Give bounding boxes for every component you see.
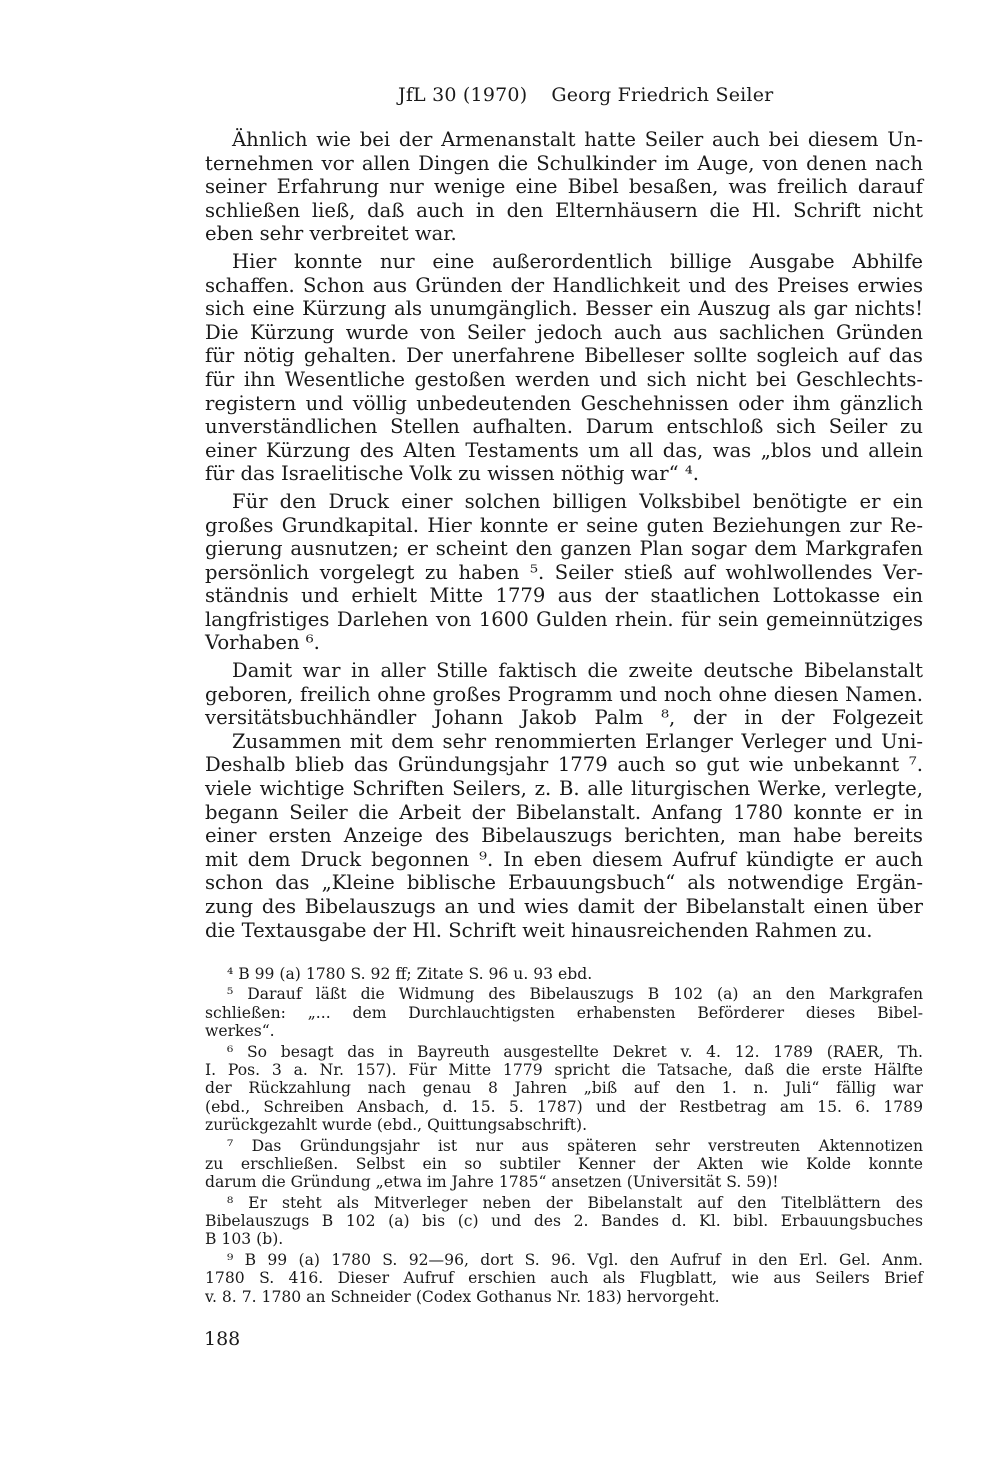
main-text (205, 128, 923, 942)
footnote-line: ⁴ B 99 (a) 1780 S. 92 ff; Zitate S. 96 u. 93 ebd. (227, 965, 593, 983)
body-text-line: schaffen. Schon aus Gründen der Handlichkeit und des Preises erwies (205, 273, 923, 297)
footnote-line: ⁶ So besagt das in Bayreuth ausgestellte Dekret v. 4. 12. 1789 (RAER, Th. (227, 1042, 923, 1061)
body-text-line: versitätsbuchhändler Johann Jakob Palm ⁸, der in der Folgezeit (205, 706, 923, 730)
body-text-line: zung des Bibelauszugs an und wies damit der Bibelanstalt einen über (205, 895, 923, 918)
footnote-line: ⁹ B 99 (a) 1780 S. 92—96, dort S. 96. Vgl. den Aufruf in den Erl. Gel. Anm. (227, 1250, 923, 1269)
body-text-line: Deshalb blieb das Gründungsjahr 1779 auch so gut wie unbekannt ⁷. (205, 753, 923, 777)
body-text-line: langfristiges Darlehen von 1600 Gulden rhein. für sein gemeinnütziges (205, 607, 923, 631)
body-text-line: einer ersten Anzeige des Bibelauszugs berichten, man habe bereits (205, 824, 923, 848)
body-text-line: registern und völlig unbedeutenden Geschehnissen oder ihm gänzlich (205, 391, 923, 415)
body-text-line: Die Kürzung wurde von Seiler jedoch auch aus sachlichen Gründen (205, 320, 923, 344)
body-text-line: eben sehr verbreitet war. (205, 222, 457, 246)
footnote-line: v. 8. 7. 1780 an Schneider (Codex Gothanus Nr. 183) hervorgeht. (205, 1287, 720, 1306)
body-text-line: seiner Erfahrung nur wenige eine Bibel besaßen, was freilich darauf (205, 175, 923, 199)
body-text-line: Ähnlich wie bei der Armenanstalt hatte Seiler auch bei diesem Un- (232, 128, 923, 151)
body-text-line: Für den Druck einer solchen billigen Volksbibel benötigte er ein (232, 489, 923, 513)
body-text-line: Vorhaben ⁶. (205, 631, 320, 655)
footnote-line: ⁵ Darauf läßt die Widmung des Bibelauszugs B 102 (a) an den Markgrafen (227, 985, 923, 1004)
body-text-line: die Textausgabe der Hl. Schrift weit hinausreichenden Rahmen zu. (205, 918, 873, 942)
footnote-line: zu erschließen. Selbst ein so subtiler Kenner der Akten wie Kolde konnte (205, 1154, 923, 1173)
footnote-line: (ebd., Schreiben Ansbach, d. 15. 5. 1787) und der Restbetrag am 15. 6. 1789 (205, 1097, 923, 1116)
footnote-line: ⁷ Das Gründungsjahr ist nur aus späteren sehr verstreuten Aktennotizen (227, 1136, 923, 1155)
body-text-line: mit dem Druck begonnen ⁹. In eben diesem Aufruf kündigte er auch (205, 847, 923, 871)
footnotes (205, 965, 923, 1306)
body-text-line: persönlich vorgelegt zu haben ⁵. Seiler stieß auf wohlwollendes Ver- (205, 560, 923, 584)
footnote-line: schließen: „... dem Durchlauchtigsten erhabensten Beförderer dieses Bibel- (205, 1003, 923, 1022)
footnote-line: der Rückzahlung nach genau 8 Jahren „biß auf den 1. n. Juli“ fällig war (205, 1079, 923, 1098)
body-text-line: ständnis und erhielt Mitte 1779 aus der staatlichen Lottokasse ein (205, 584, 923, 608)
body-text-line: unverständlichen Stellen aufhalten. Darum entschloß sich Seiler zu (205, 415, 923, 439)
footnote-line: darum die Gründung „etwa im Jahre 1785“ ansetzen (Universität S. 59)! (205, 1173, 779, 1192)
body-text-line: großes Grundkapital. Hier konnte er seine guten Beziehungen zur Re- (205, 513, 923, 537)
journal-reference: JfL 30 (1970) (398, 84, 528, 106)
body-text-line: für das Israelitische Volk zu wissen nöthig war“ ⁴. (205, 462, 699, 486)
footnote-line: I. Pos. 3 a. Nr. 157). Für Mitte 1779 spricht die Tatsache, daß die erste Hälfte (205, 1060, 923, 1079)
body-text-line: gierung ausnutzen; er scheint den ganzen Plan sogar dem Markgrafen (205, 537, 923, 561)
body-text-line: Damit war in aller Stille faktisch die zweite deutsche Bibelanstalt (232, 659, 923, 683)
footnote-line: werkes“. (205, 1022, 275, 1041)
body-text-line: ternehmen vor allen Dingen die Schulkinder im Auge, von denen nach (205, 151, 923, 175)
footnote-line: ⁸ Er steht als Mitverleger neben der Bibelanstalt auf den Titelblättern des (227, 1193, 923, 1212)
footnote-line: zurückgezahlt wurde (ebd., Quittungsabschrift). (205, 1116, 588, 1135)
body-text-line: einer Kürzung des Alten Testaments um all das, was „blos und allein (205, 438, 923, 462)
body-text-line: begann Seiler die Arbeit der Bibelanstalt. Anfang 1780 konnte er in (205, 800, 923, 824)
body-text-line: schließen ließ, daß auch in den Elternhäusern die Hl. Schrift nicht (205, 198, 923, 222)
page-number: 188 (204, 1328, 241, 1350)
header-author: Georg Friedrich Seiler (551, 84, 774, 106)
running-header (398, 84, 773, 106)
body-text-line: geboren, freilich ohne großes Programm und noch ohne diesen Namen. (205, 682, 923, 706)
body-text-line: für ihn Wesentliche gestoßen werden und sich nicht bei Geschlechts- (205, 367, 923, 391)
footnote-line: Bibelauszugs B 102 (a) bis (c) und des 2. Bandes d. Kl. bibl. Erbauungsbuches (205, 1212, 923, 1231)
body-text-line: schon das „Kleine biblische Erbauungsbuch“ als notwendige Ergän- (205, 871, 923, 895)
body-text-line: für nötig gehalten. Der unerfahrene Bibelleser sollte sogleich auf das (205, 344, 923, 368)
footnote-line: 1780 S. 416. Dieser Aufruf erschien auch als Flugblatt, wie aus Seilers Brief (205, 1269, 923, 1288)
body-text-line: Hier konnte nur eine außerordentlich billige Ausgabe Abhilfe (232, 249, 923, 273)
body-text-line: viele wichtige Schriften Seilers, z. B. alle liturgischen Werke, verlegte, (205, 777, 923, 801)
body-text-line: sich eine Kürzung als unumgänglich. Besser ein Auszug als gar nichts! (205, 297, 923, 321)
footnote-line: B 103 (b). (205, 1230, 284, 1249)
body-text-line: Zusammen mit dem sehr renommierten Erlanger Verleger und Uni- (232, 729, 923, 753)
